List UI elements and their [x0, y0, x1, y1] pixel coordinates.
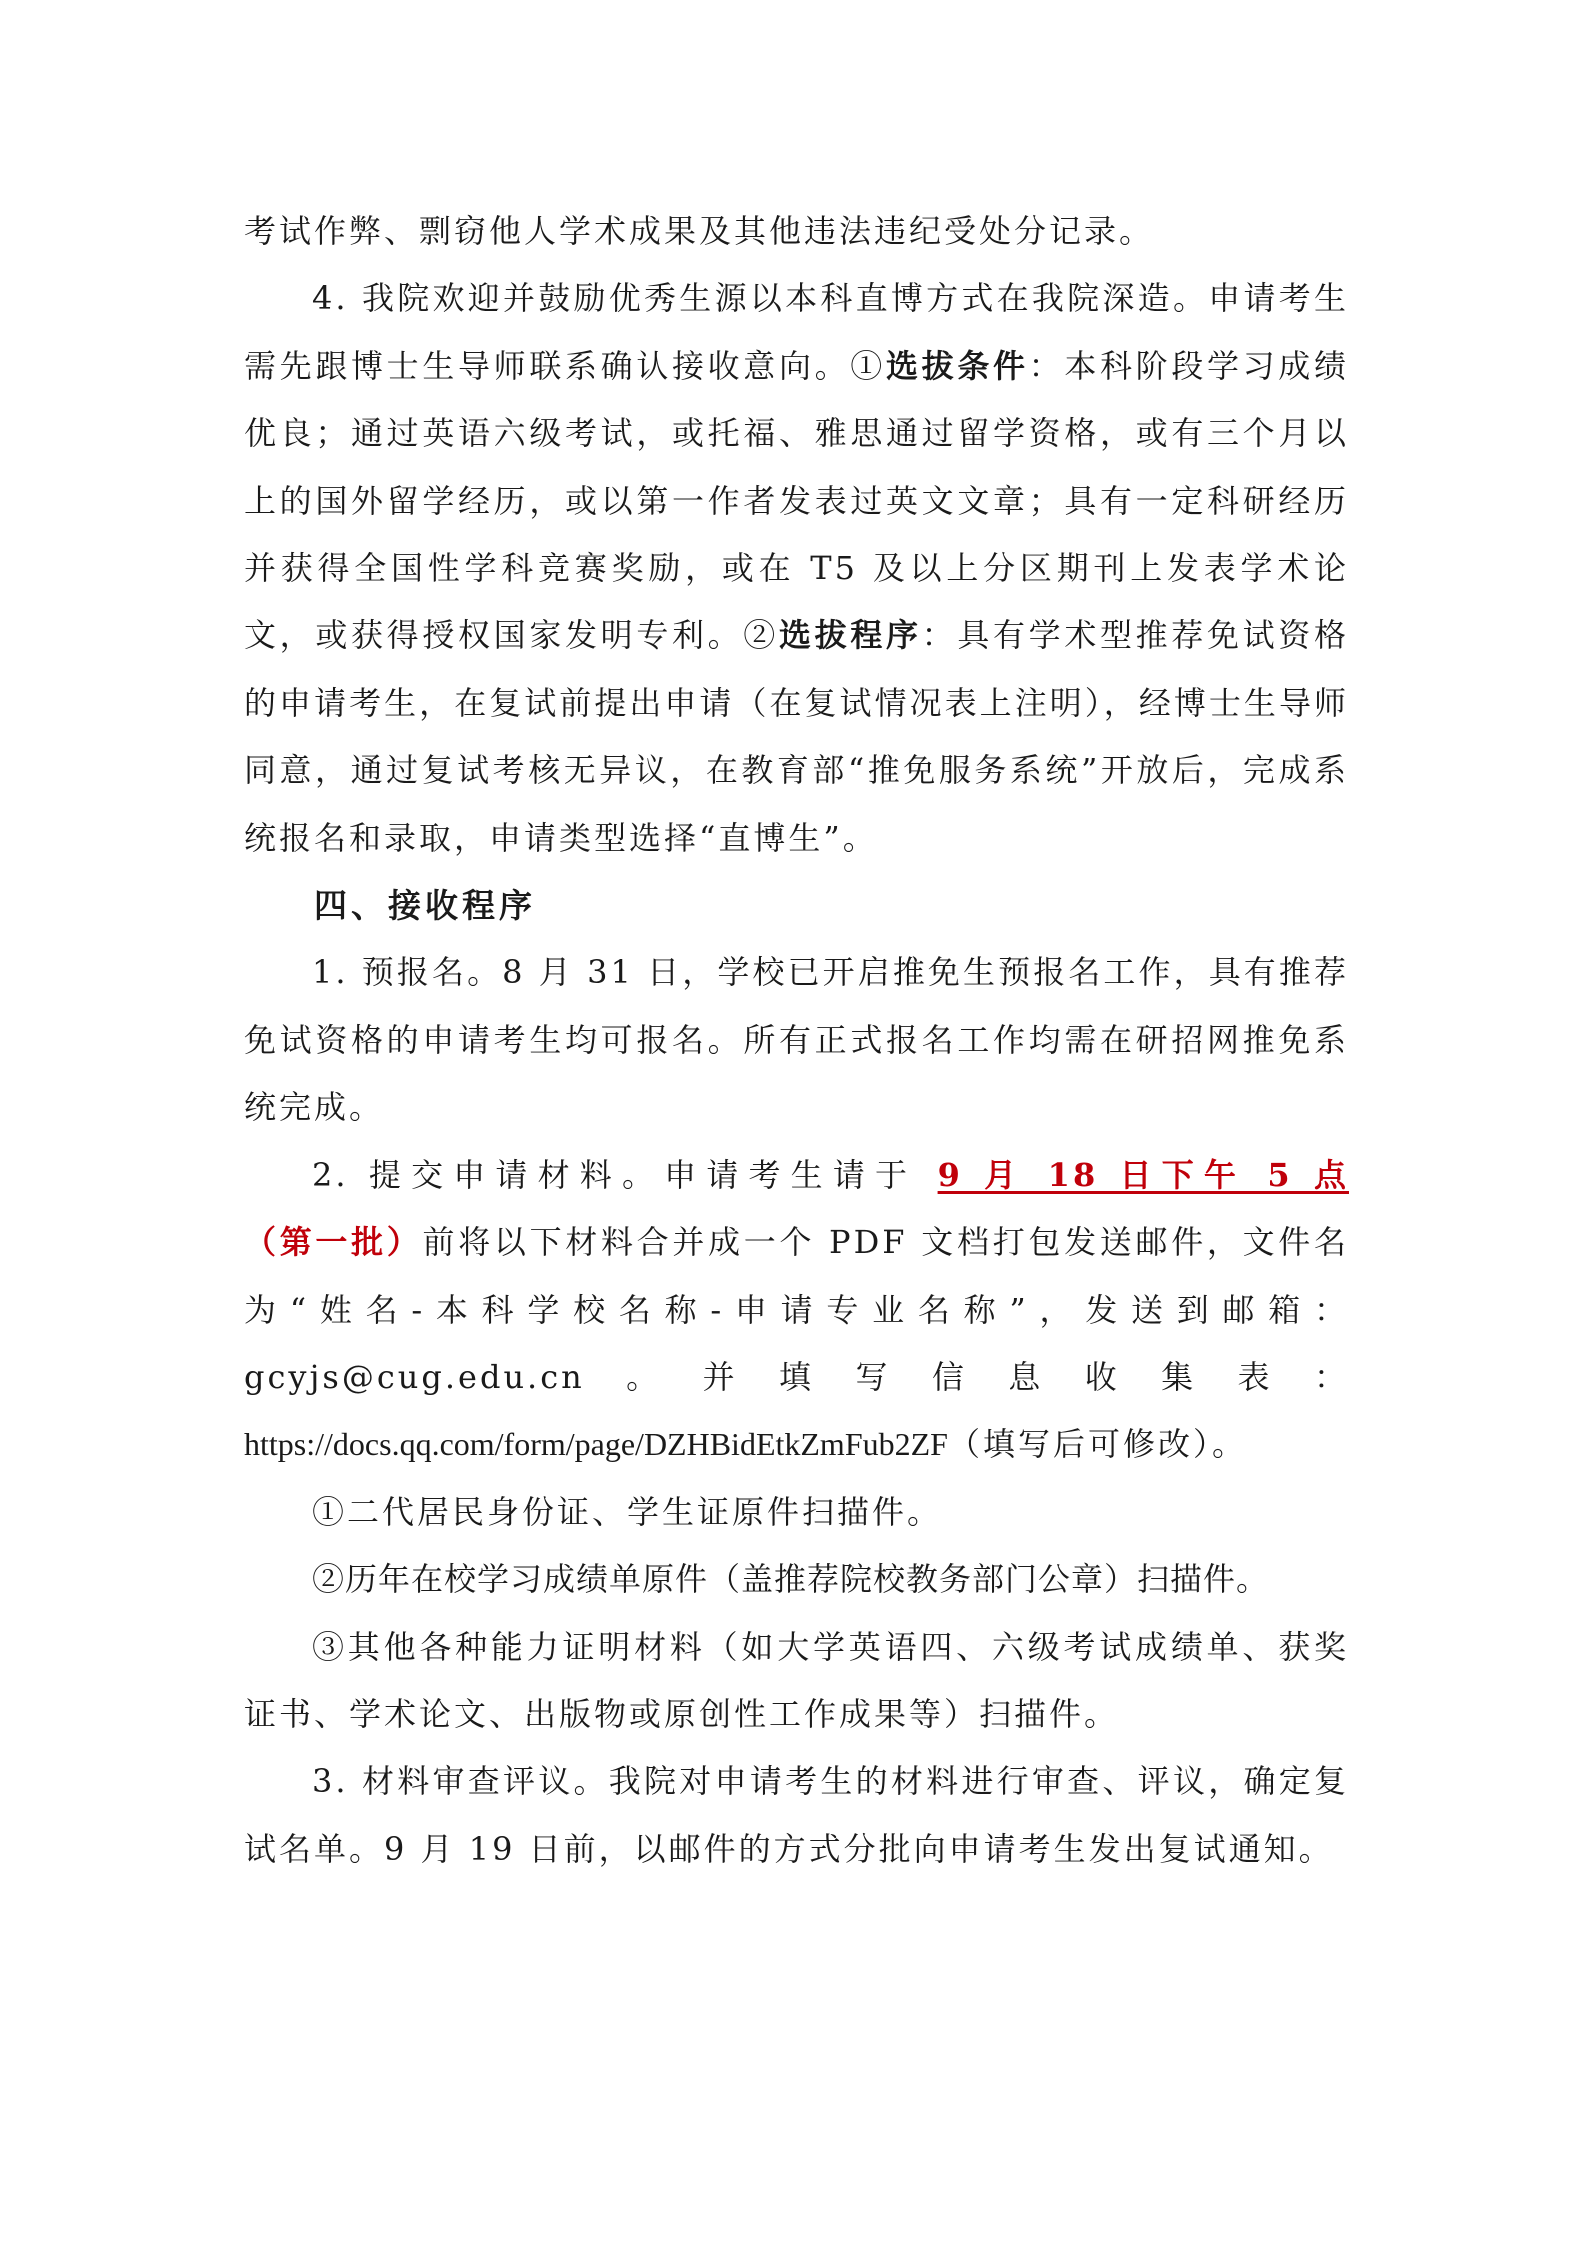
form-url-link[interactable]: https://docs.qq.com/form/page/DZHBidEtkZmFub2ZF — [244, 1426, 948, 1463]
batch-label: （第一批） — [244, 1223, 423, 1262]
step-pre-registration: 1. 预报名。8 月 31 日，学校已开启推免生预报名工作，具有推荐免试资格的申请考生均可报名。所有正式报名工作均需在研招网推免系统完成。 — [244, 953, 1349, 1127]
section-heading: 四、接收程序 — [314, 886, 536, 926]
direct-phd-intro: 4. 我院欢迎并鼓励优秀生源以本科直博方式在我院深造。申请考生需先跟博士生导师联系确认接收意向。① — [244, 279, 1349, 385]
selection-procedure-label: 选拔程序 — [778, 616, 922, 655]
submit-note: （填写后可修改）。 — [947, 1425, 1247, 1464]
selection-criteria-text: ：本科阶段学习成绩优良；通过英语六级考试，或托福、雅思通过留学资格，或有三个月以上的国外留学经历，或以第一作者发表过英文文章；具有一定科研经历并获得全国性学科竞赛奖励，或在 T5 及以上分区期刊上发表学术论文，或获得授权国家发明专利。② — [244, 346, 1349, 655]
submit-instructions: 前将以下材料合并成一个 PDF 文档打包发送邮件，文件名为“姓名-本科学校名称-申请专业名称”，发送到邮箱：gcyjs@cug.edu.cn。并填写信息收集表： — [244, 1223, 1349, 1396]
selection-criteria-label: 选拔条件 — [885, 346, 1029, 385]
continued-paragraph: 考试作弊、剽窃他人学术成果及其他违法违纪受处分记录。 — [244, 212, 1155, 250]
submit-intro: 2. 提交申请材料。申请考生请于 — [312, 1155, 938, 1194]
paragraph-direct-phd — [244, 265, 1349, 872]
material-item-certificates: ③其他各种能力证明材料（如大学英语四、六级考试成绩单、获奖证书、学术论文、出版物或原创性工作成果等）扫描件。 — [244, 1627, 1349, 1733]
material-item-transcript: ②历年在校学习成绩单原件（盖推荐院校教务部门公章）扫描件。 — [312, 1560, 1270, 1599]
step-review: 3. 材料审查评议。我院对申请考生的材料进行审查、评议，确定复试名单。9 月 19 日前，以邮件的方式分批向申请考生发出复试通知。 — [244, 1762, 1349, 1868]
step-submit-materials — [244, 1142, 1349, 1479]
material-item-id: ①二代居民身份证、学生证原件扫描件。 — [312, 1492, 943, 1531]
selection-procedure-text: ：具有学术型推荐免试资格的申请考生，在复试前提出申请（在复试情况表上注明），经博士生导师同意，通过复试考核无异议，在教育部“推免服务系统”开放后，完成系统报名和录取，申请类型选择“直博生”。 — [244, 616, 1349, 857]
document-body — [244, 198, 1349, 1883]
deadline-highlight: 9 月 18 日下午 5 点 — [937, 1155, 1349, 1194]
